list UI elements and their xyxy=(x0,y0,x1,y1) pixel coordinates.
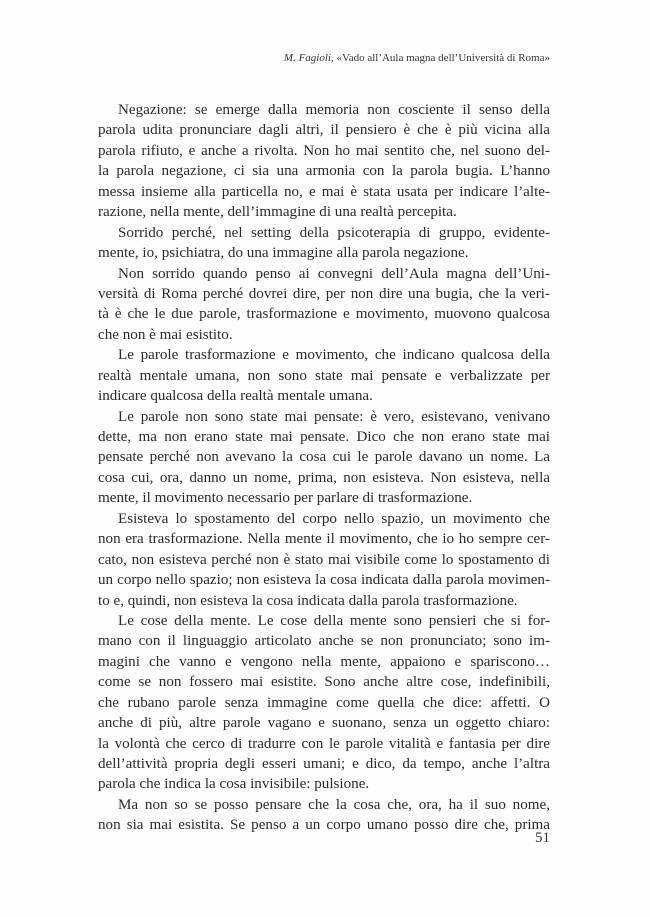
text-line: to e, quindi, non esisteva la cosa indicata dalla parola trasformazione. xyxy=(98,592,518,609)
text-line: parola udita pronunciare dagli altri, il pensiero è che è più vicina alla xyxy=(98,122,550,139)
paragraph xyxy=(98,345,550,406)
text-line: razione, nella mente, dell’immagine di una realtà percepita. xyxy=(98,204,457,221)
text-line: Negazione: se emerge dalla memoria non cosciente il senso della xyxy=(118,102,550,118)
text-line: cosa cui, ora, danno un nome, prima, non esisteva. Non esisteva, nella xyxy=(98,469,550,486)
text-line: pensate perché non avevano la cosa cui le parole davano un nome. La xyxy=(98,449,550,466)
text-line: magini che vanno e vengono nella mente, appaiono e spariscono… xyxy=(98,653,550,670)
text-line: tà è che le due parole, trasformazione e movimento, muovono qualcosa xyxy=(98,306,550,323)
text-line: non era trasformazione. Nella mente il movimento, che io ho sempre cer- xyxy=(98,531,550,548)
text-line: come se non fossero mai esistite. Sono anche altre cose, indefinibili, xyxy=(98,674,550,691)
text-line: Le parole trasformazione e movimento, che indicano qualcosa della xyxy=(118,347,550,364)
paragraph xyxy=(98,795,550,836)
text-line: dell’attività propria degli esseri umani; e dico, da tempo, anche l’altra xyxy=(98,756,550,772)
text-line: Esisteva lo spostamento del corpo nello spazio, un movimento che xyxy=(118,510,550,527)
text-line: un corpo nello spazio; non esisteva la cosa indicata dalla parola movimen- xyxy=(98,572,550,589)
text-line: Ma non so se posso pensare che la cosa che, ora, ha il suo nome, xyxy=(118,796,550,813)
running-head-title: «Vado all’Aula magna dell’Università di Roma» xyxy=(333,52,550,64)
text-line: la parola negazione, ci sia una armonia con la parola bugia. L’hanno xyxy=(98,163,550,180)
text-line: parola che indica la cosa invisibile: pulsione. xyxy=(98,776,370,793)
text-line: mente, io, psichiatra, do una immagine alla parola negazione. xyxy=(98,245,469,262)
text-line: mente, il movimento necessario per parlare di trasformazione. xyxy=(98,490,473,507)
page-number: 51 xyxy=(535,830,550,846)
text-line: versità di Roma perché dovrei dire, per non dire una bugia, che la veri- xyxy=(98,285,550,302)
paragraph xyxy=(98,509,550,611)
text-line: non sia mai esistita. Se penso a un corpo umano posso dire che, prima xyxy=(98,817,550,834)
text-line: Sorrido perché, nel setting della psicoterapia di gruppo, evidente- xyxy=(118,224,550,241)
running-head-author: M. Fagioli, xyxy=(283,52,334,64)
text-line: indicare qualcosa della realtà mentale umana. xyxy=(98,388,373,405)
running-head xyxy=(80,52,550,64)
text-line: realtà mentale umana, non sono state mai pensate e verbalizzate per xyxy=(98,367,550,384)
text-line: che rubano parole senza immagine come quella che dice: affetti. O xyxy=(98,694,550,711)
text-line: Le parole non sono state mai pensate: è vero, esistevano, venivano xyxy=(118,408,550,425)
text-line: dette, ma non erano state mai pensate. Dico che non erano state mai xyxy=(98,429,550,445)
text-line: parola rifiuto, e anche a rivolta. Non ho mai sentito che, nel suono del- xyxy=(98,142,550,159)
text-line: anche di più, altre parole vagano e suonano, senza un oggetto chiaro: xyxy=(98,715,550,732)
paragraph xyxy=(98,223,550,264)
paragraph xyxy=(98,100,550,223)
paragraph xyxy=(98,611,550,795)
text-line: mano con il linguaggio articolato anche se non pronunciato; sono im- xyxy=(98,633,550,650)
body-text xyxy=(98,100,550,836)
text-line: messa insieme alla particella no, e mai è stata usata per indicare l’alte- xyxy=(98,183,550,200)
text-line: che non è mai esistito. xyxy=(98,326,233,343)
text-line: la volontà che cerco di tradurre con le parole vitalità e fantasia per dire xyxy=(98,735,550,752)
text-line: Le cose della mente. Le cose della mente sono pensieri che si for- xyxy=(118,612,550,629)
paragraph xyxy=(98,407,550,509)
text-line: cato, non esisteva perché non è stato mai visibile come lo spostamento di xyxy=(98,551,550,568)
text-line: Non sorrido quando penso ai convegni dell’Aula magna dell’Uni- xyxy=(118,265,550,282)
paragraph xyxy=(98,264,550,346)
